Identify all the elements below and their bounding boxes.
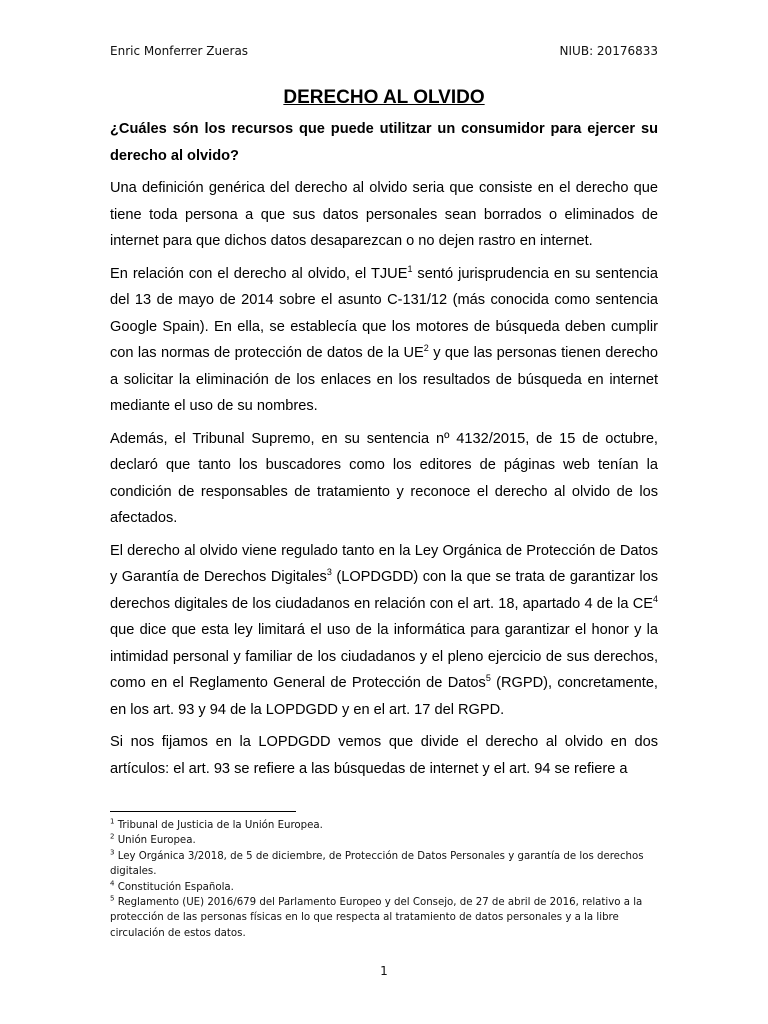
footnote-item — [110, 880, 658, 895]
paragraph-lopdgdd-articles: Si nos fijamos en la LOPDGDD vemos que divide el derecho al olvido en dos artículos: el art. 93 se refiere a las búsquedas de internet y el art. 94 se refiere a — [110, 734, 658, 777]
footnote-number: 5 — [110, 894, 115, 903]
footnote-item — [110, 849, 658, 880]
paragraph-text: (LOPDGDD) con la que se trata de garantizar los derechos digitales de los ciudadanos en relación con el art. 18, apartado 4 de la CE — [110, 569, 658, 612]
footnotes-section — [110, 818, 658, 941]
footnote-ref[interactable]: 1 — [407, 263, 413, 274]
footnote-text: Reglamento (UE) 2016/679 del Parlamento Europeo y del Consejo, de 27 de abril de 2016, relativo a la protección de las personas físicas en lo que respecta al tratamiento de datos personales y a la libre circulación de estos datos. — [110, 897, 643, 939]
paragraph-definition: Una definición genérica del derecho al olvido seria que consiste en el derecho que tiene toda persona a que sus datos personales sean borrados o eliminados de internet para que dichos datos desaparezcan o no dejen rastro en internet. — [110, 180, 658, 249]
research-question: ¿Cuáles són los recursos que puede utilitzar un consumidor para ejercer su derecho al olvido? — [110, 121, 658, 164]
paragraph-text: sentó jurisprudencia en su sentencia del 13 de mayo de 2014 sobre el asunto C-131/12 (más conocida como sentencia Google Spain). En ella, se establecía que los motores de búsqueda deben cumplir con las normas de protección de datos de la UE — [110, 265, 658, 361]
footnote-separator — [110, 811, 296, 812]
footnote-ref[interactable]: 5 — [485, 673, 491, 684]
footnote-text: Tribunal de Justicia de la Unión Europea. — [114, 820, 323, 831]
footnote-number: 3 — [110, 848, 115, 857]
footnote-ref[interactable]: 3 — [326, 567, 332, 578]
footnote-ref[interactable]: 4 — [652, 593, 658, 604]
footnote-item — [110, 895, 658, 941]
footnote-text: Constitución Española. — [114, 881, 234, 893]
document-body — [110, 84, 658, 788]
footnote-number: 4 — [110, 879, 115, 888]
paragraph-text: En relación con el derecho al olvido, el TJUE — [110, 265, 408, 282]
footnote-number: 2 — [110, 833, 115, 842]
paragraph-regulation — [110, 538, 658, 724]
footnote-item — [110, 833, 658, 848]
document-title: DERECHO AL OLVIDO — [283, 87, 485, 108]
student-id: NIUB: 20176833 — [559, 44, 658, 58]
paragraph-text: y que las personas tienen derecho a solicitar la eliminación de los enlaces en los resultados de búsqueda en internet mediante el uso de su nombres. — [110, 345, 659, 414]
page-number: 1 — [380, 964, 388, 978]
footnote-number: 1 — [110, 817, 115, 826]
footnote-item — [110, 818, 658, 833]
paragraph-text: (RGPD), concretamente, en los art. 93 y 94 de la LOPDGDD y en el art. 17 del RGPD. — [110, 675, 658, 718]
footnote-text: Ley Orgánica 3/2018, de 5 de diciembre, de Protección de Datos Personales y garantía de los derechos digitales. — [110, 850, 644, 878]
paragraph-text: que dice que esta ley limitará el uso de la informática para garantizar el honor y la intimidad personal y familiar de los ciudadanos y el pleno ejercicio de sus derechos, como en el Reglamento General de Protección de Datos — [110, 622, 658, 691]
footnote-ref[interactable]: 2 — [423, 343, 429, 354]
paragraph-tribunal-supremo: Además, el Tribunal Supremo, en su sentencia nº 4132/2015, de 15 de octubre, declaró que tanto los buscadores como los editores de páginas web tenían la condición de responsables de tratamiento y reconoce el derecho al olvido de los afectados. — [110, 430, 658, 526]
paragraph-tjue — [110, 261, 658, 420]
paragraph-text: El derecho al olvido viene regulado tanto en la Ley Orgánica de Protección de Datos y Garantía de Derechos Digitales — [110, 542, 658, 585]
author-name: Enric Monferrer Zueras — [110, 44, 249, 58]
footnote-text: Unión Europea. — [114, 835, 196, 847]
